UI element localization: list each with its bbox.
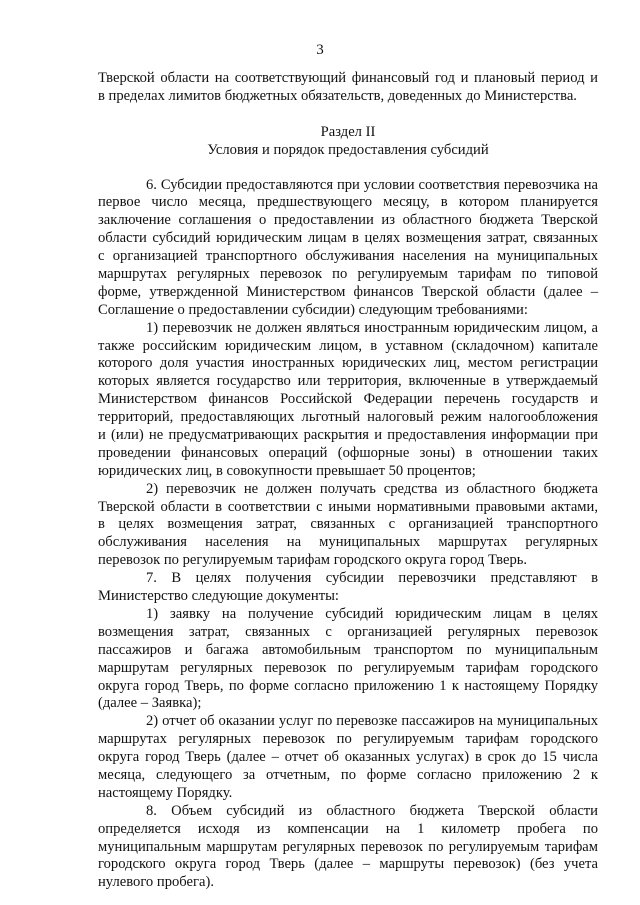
paragraph-p6-2 bbox=[98, 481, 598, 570]
section-paragraphs bbox=[98, 177, 598, 893]
paragraph-line: обслуживания населения на муниципальных маршрутах регулярных bbox=[98, 534, 598, 551]
paragraph-line: также российским юридическим лицом, в уставном (складочном) капитале bbox=[98, 337, 598, 354]
document-body bbox=[98, 70, 598, 892]
paragraph-line: возмещения затрат, связанных с организацией регулярных перевозок bbox=[98, 623, 598, 640]
paragraph-p7-1 bbox=[98, 606, 598, 713]
spacer bbox=[98, 160, 598, 177]
paragraph-line: округа город Тверь (далее – отчет об оказанных услугах) в срок до 15 числа bbox=[98, 749, 598, 766]
paragraph-line: (далее – Заявка); bbox=[98, 695, 202, 712]
paragraph-line: округа город Тверь, по форме согласно приложению 1 к настоящему Порядку bbox=[98, 677, 598, 694]
paragraph-line: территорий, предоставляющих льготный налоговый режим налогообложения bbox=[98, 409, 598, 426]
paragraph-line: муниципальным маршрутам регулярных перевозок по регулируемым тарифам bbox=[98, 838, 598, 855]
paragraph-p8 bbox=[98, 803, 598, 892]
paragraph-line: 1) заявку на получение субсидий юридическим лицам в целях bbox=[146, 605, 598, 622]
paragraph-line: городского округа город Тверь (далее – маршруты перевозок) (без учета bbox=[98, 856, 598, 873]
paragraph-line: 2) отчет об оказании услуг по перевозке пассажиров на муниципальных bbox=[146, 713, 598, 730]
paragraph-line: Соглашение о предоставлении субсидии) следующим требованиями: bbox=[98, 301, 528, 318]
paragraph-line: нулевого пробега). bbox=[98, 874, 214, 891]
paragraph-line: заключение соглашения о предоставлении из областного бюджета Тверской bbox=[98, 212, 598, 229]
paragraph-p7-2 bbox=[98, 713, 598, 802]
paragraph-line: с организацией транспортного обслуживания населения на муниципальных bbox=[98, 248, 598, 265]
spacer bbox=[98, 106, 598, 124]
paragraph-line: перевозок по регулируемым тарифам городского округа город Тверь. bbox=[98, 552, 528, 569]
paragraph-line: области субсидий юридическим лицам в целях возмещения затрат, связанных bbox=[98, 230, 598, 247]
intro-line: Тверской области на соответствующий финансовый год и плановый период и bbox=[98, 70, 598, 86]
paragraph-line: форме, утвержденной Министерством финансов Тверской области (далее – bbox=[98, 283, 598, 300]
section-heading: Раздел II bbox=[320, 123, 376, 140]
paragraph-line: настоящему Порядку. bbox=[98, 784, 233, 801]
paragraph-p7 bbox=[98, 570, 598, 606]
paragraph-line: месяца, следующего за отчетным, по форме согласно приложению 2 к bbox=[98, 766, 598, 783]
paragraph-line: 2) перевозчик не должен получать средства из областного бюджета bbox=[146, 480, 598, 497]
paragraph-p6-1 bbox=[98, 320, 598, 481]
intro-line: в пределах лимитов бюджетных обязательств, доведенных до Министерства. bbox=[98, 87, 577, 104]
paragraph-line: 1) перевозчик не должен являться иностранным юридическим лицом, а bbox=[146, 319, 598, 336]
paragraph-line: первое число месяца, предшествующего месяцу, в котором планируется bbox=[98, 194, 598, 211]
paragraph-line: Министерством финансов Российской Федерации перечень государств и bbox=[98, 391, 598, 408]
page-number: 3 bbox=[316, 42, 324, 58]
paragraph-line: проведении финансовых операций (офшорные зоны) в отношении таких bbox=[98, 444, 598, 461]
paragraph-line: 7. В целях получения субсидии перевозчики представляют в bbox=[146, 570, 598, 587]
paragraph-line: определяется исходя из компенсации на 1 километр пробега по bbox=[98, 820, 598, 837]
paragraph-line: 6. Субсидии предоставляются при условии соответствия перевозчика на bbox=[146, 176, 598, 193]
paragraph-line: которого доля участия иностранных юридических лиц, местом регистрации bbox=[98, 355, 598, 372]
intro-text bbox=[98, 70, 598, 106]
paragraph-line: которых является государство или территория, включенные в утверждаемый bbox=[98, 373, 598, 390]
section-subheading: Условия и порядок предоставления субсидий bbox=[207, 141, 489, 158]
paragraph-p6 bbox=[98, 177, 598, 320]
paragraph-line: маршрутам регулярных перевозок по регулируемым тарифам городского bbox=[98, 659, 598, 676]
paragraph-line: Тверской области в соответствии с иными нормативными правовыми актами, bbox=[98, 498, 598, 515]
paragraph-line: пассажиров и багажа автомобильным транспортом по муниципальным bbox=[98, 641, 598, 658]
paragraph-line: в целях возмещения затрат, связанных с организацией транспортного bbox=[98, 516, 598, 533]
paragraph-line: и (или) не предусматривающих раскрытия и предоставления информации при bbox=[98, 427, 598, 444]
paragraph-line: маршрутах регулярных перевозок по регулируемым тарифам городского bbox=[98, 731, 598, 748]
paragraph-line: юридических лиц, в совокупности превышает 50 процентов; bbox=[98, 462, 476, 479]
paragraph-line: Министерство следующие документы: bbox=[98, 588, 339, 605]
paragraph-line: маршрутах регулярных перевозок по регулируемым тарифам по типовой bbox=[98, 266, 598, 283]
paragraph-line: 8. Объем субсидий из областного бюджета Тверской области bbox=[146, 802, 598, 819]
